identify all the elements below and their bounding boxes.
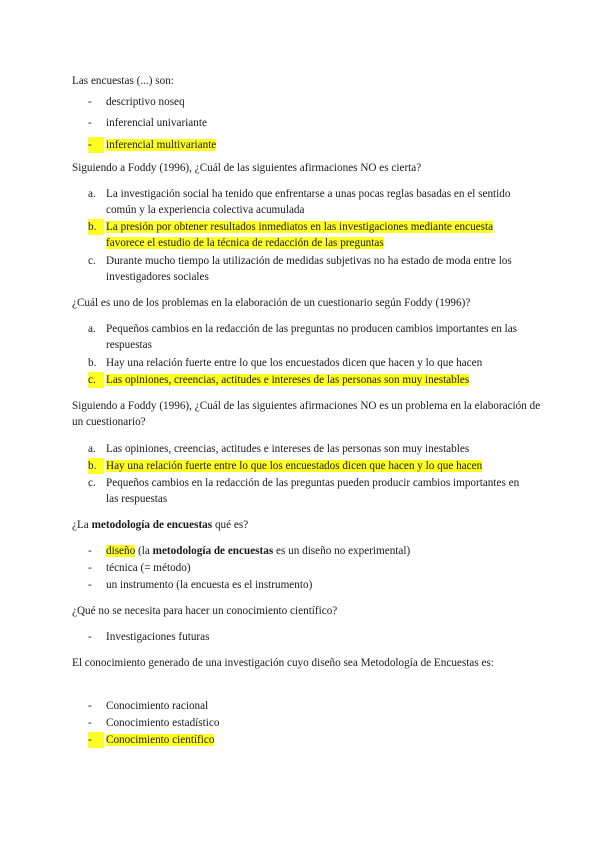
q3-option-b: b. Hay una relación fuerte entre lo que los encuestados dicen que hacen y lo que hacen (88, 357, 483, 369)
q7-option-3-correct: - Conocimiento científico (88, 734, 215, 746)
answer-highlight: diseño (106, 545, 136, 557)
answer-highlight: Las opiniones, creencias, actitudes e intereses de las personas son muy inestables (106, 374, 470, 386)
answer-highlight: Hay una relación fuerte entre lo que los encuestados dicen que hacen y lo que hacen (106, 460, 483, 472)
q5-option-1-correct: - diseño (la metodología de encuestas es un diseño no experimental) (88, 545, 411, 557)
q7-option-2: - Conocimiento estadístico (88, 717, 220, 729)
q4-option-b-correct: b. Hay una relación fuerte entre lo que los encuestados dicen que hacen y lo que hacen (88, 460, 483, 472)
q1-option-3-correct: - inferencial multivariante (88, 139, 217, 151)
q2-option-b-correct: b. La presión por obtener resultados inmediatos en las investigaciones mediante encuesta favorece el estudio de la técnica de redacción de las preguntas (88, 221, 494, 249)
q3-option-c-correct: c. Las opiniones, creencias, actitudes e intereses de las personas son muy inestables (88, 374, 470, 386)
q2-option-c: c. Durante mucho tiempo la utilización de medidas subjetivas no ha estado de moda entre los investigadores sociales (88, 255, 512, 283)
q5-option-2: - técnica (= método) (88, 562, 191, 574)
question-3: ¿Cuál es uno de los problemas en la elaboración de un cuestionario según Foddy (1996)? (72, 297, 471, 309)
q1-option-1: - descriptivo noseq (88, 96, 185, 108)
answer-highlight: inferencial multivariante (106, 139, 217, 151)
q7-option-1: - Conocimiento racional (88, 700, 209, 712)
bold-term: metodología de encuestas (152, 545, 274, 557)
q4-option-a: a. Las opiniones, creencias, actitudes e intereses de las personas son muy inestables (88, 443, 470, 455)
q4-option-c: c. Pequeños cambios en la redacción de las preguntas pueden producir cambios importantes en las respuestas (88, 477, 520, 505)
question-5: ¿La metodología de encuestas qué es? (72, 519, 249, 531)
bold-term: metodología de encuestas (91, 519, 213, 531)
question-6: ¿Qué no se necesita para hacer un conocimiento científico? (72, 605, 338, 617)
question-2: Siguiendo a Foddy (1996), ¿Cuál de las siguientes afirmaciones NO es cierta? (72, 162, 422, 174)
answer-highlight: Conocimiento científico (106, 734, 215, 746)
q3-option-a: a. Pequeños cambios en la redacción de las preguntas no producen cambios importantes en las respuestas (88, 323, 518, 351)
q2-option-a: a. La investigación social ha tenido que enfrentarse a unas pocas reglas basadas en el sentido común y la experiencia colectiva acumulada (88, 188, 511, 216)
question-7: El conocimiento generado de una investigación cuyo diseño sea Metodología de Encuestas es: (72, 657, 494, 669)
q1-option-2: - inferencial univariante (88, 117, 207, 129)
q5-option-3: - un instrumento (la encuesta es el instrumento) (88, 579, 313, 591)
question-4: Siguiendo a Foddy (1996), ¿Cuál de las siguientes afirmaciones NO es un problema en la elaboración de un cuestionario? (72, 400, 541, 428)
q6-option-1: - Investigaciones futuras (88, 631, 210, 643)
answer-highlight: La presión por obtener resultados inmediatos en las investigaciones mediante encuesta favorece el estudio de la técnica de redacción de las preguntas (106, 221, 494, 249)
question-1: Las encuestas (...) son: (72, 75, 174, 87)
